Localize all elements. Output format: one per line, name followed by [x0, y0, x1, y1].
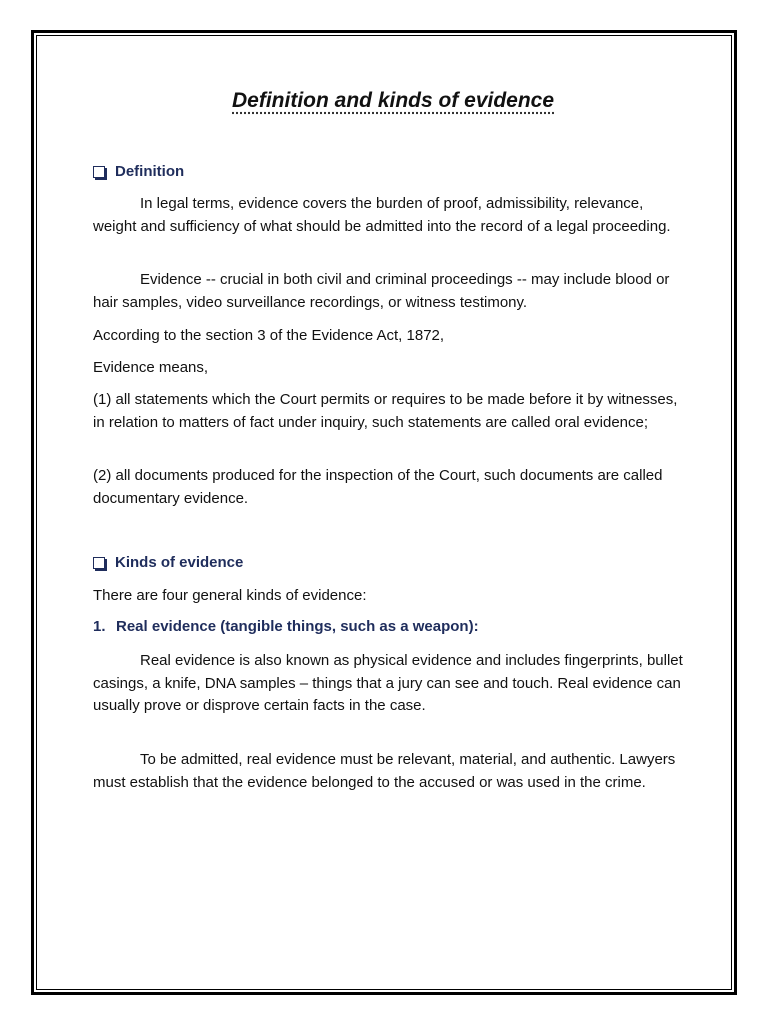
paragraph: According to the section 3 of the Evidence Act, 1872, [93, 327, 445, 344]
paragraph: (2) all documents produced for the inspection of the Court, such documents are called documentary evidence. [93, 467, 663, 507]
numbered-item-heading [93, 618, 479, 635]
checkbox-bullet-icon [93, 166, 105, 178]
checkbox-bullet-icon [93, 557, 105, 569]
paragraph: To be admitted, real evidence must be relevant, material, and authentic. Lawyers must establish that the evidence belonged to the accused or was used in the crime. [93, 751, 676, 791]
section-heading-kinds [93, 554, 243, 571]
paragraph: There are four general kinds of evidence: [93, 587, 367, 604]
section-heading-label: Kinds of evidence [115, 554, 244, 571]
paragraph: Real evidence is also known as physical evidence and includes fingerprints, bullet casings, a knife, DNA samples – things that a jury can see and touch. Real evidence can usually prove or disprove certain facts in the case. [93, 652, 683, 714]
document-title: Definition and kinds of evidence [232, 89, 555, 112]
paragraph: Evidence means, [93, 359, 209, 376]
section-heading-label: Definition [115, 163, 185, 180]
paragraph: Evidence -- crucial in both civil and criminal proceedings -- may include blood or hair samples, video surveillance recordings, or witness testimony. [93, 271, 670, 311]
paragraph: (1) all statements which the Court permits or requires to be made before it by witnesses, in relation to matters of fact under inquiry, such statements are called oral evidence; [93, 391, 678, 431]
item-number: 1. [93, 618, 106, 635]
section-heading-definition [93, 163, 184, 180]
item-label: Real evidence (tangible things, such as a weapon): [116, 618, 479, 635]
paragraph: In legal terms, evidence covers the burden of proof, admissibility, relevance, weight and sufficiency of what should be admitted into the record of a legal proceeding. [93, 195, 671, 235]
